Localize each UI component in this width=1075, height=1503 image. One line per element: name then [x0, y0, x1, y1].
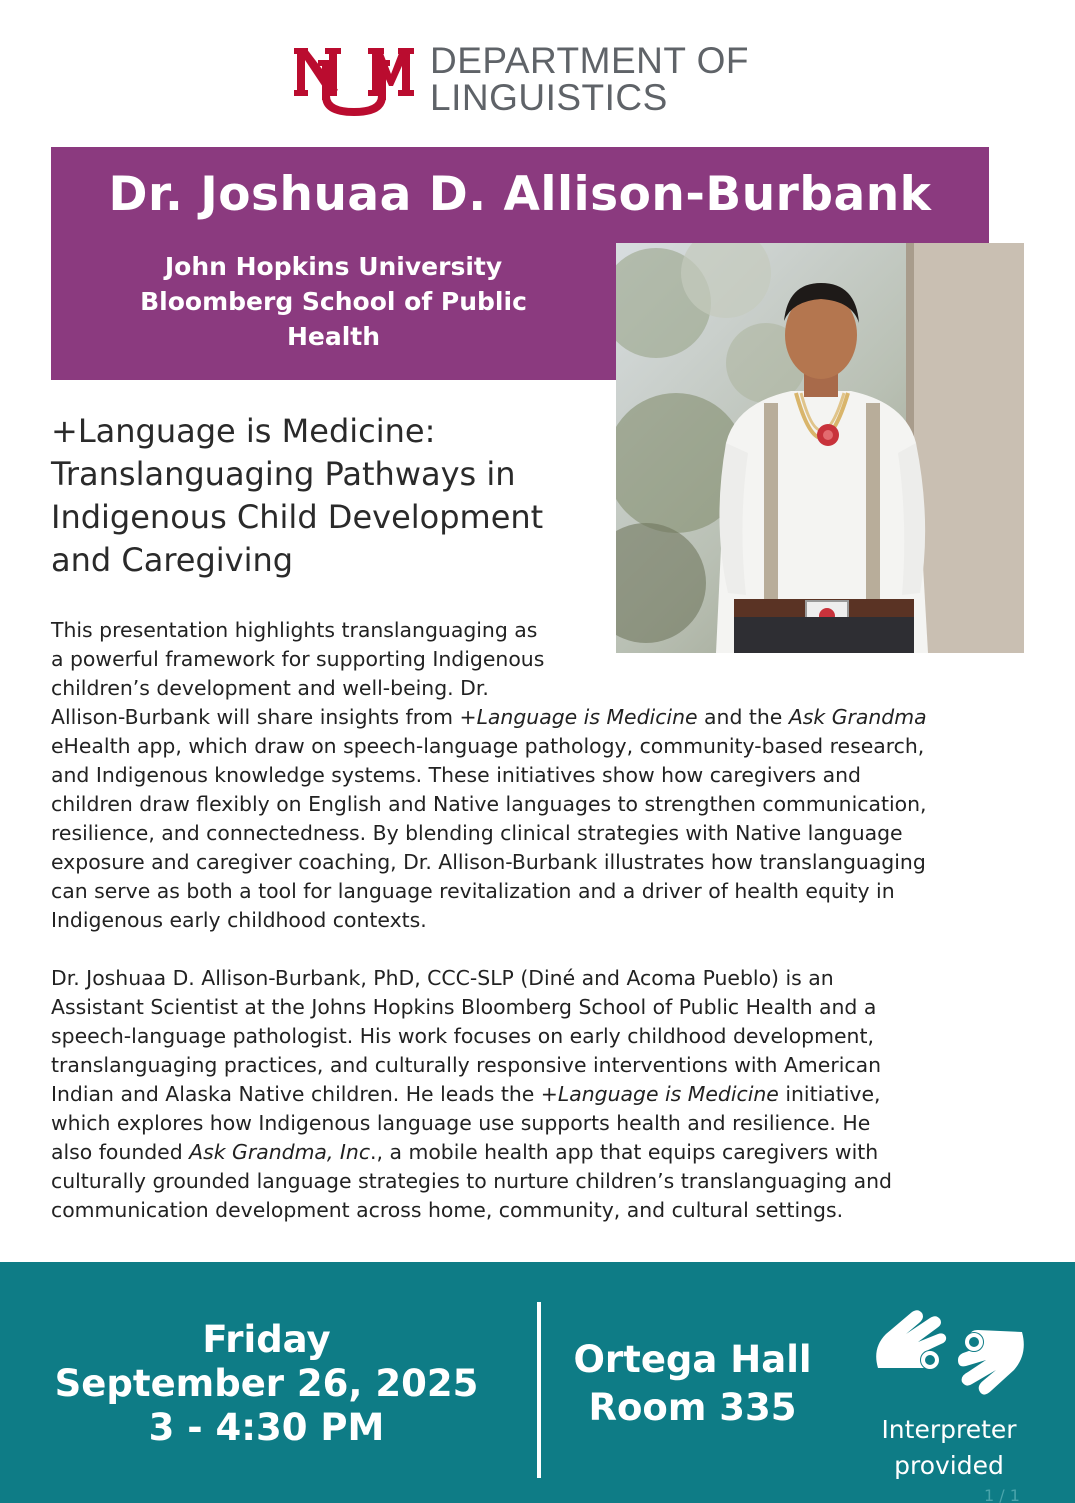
- talk-title-line-3: Indigenous Child Development: [51, 498, 544, 536]
- name-banner: [51, 147, 989, 243]
- bio-line: which explores how Indigenous language use supports health and resilience. He: [51, 1111, 871, 1135]
- abstract-line: eHealth app, which draw on speech-language pathology, community-based research,: [51, 734, 925, 758]
- bio-line: Dr. Joshuaa D. Allison-Burbank, PhD, CCC-SLP (Diné and Acoma Pueblo) is an: [51, 966, 834, 990]
- abstract-italic: Ask Grandma: [788, 705, 927, 729]
- abstract-line: [51, 703, 927, 732]
- event-venue: [560, 1336, 825, 1432]
- abstract-line: and Indigenous knowledge systems. These initiatives show how caregivers and: [51, 763, 861, 787]
- talk-title-line-1: +Language is Medicine:: [51, 412, 436, 450]
- bio-line: Assistant Scientist at the Johns Hopkins Bloomberg School of Public Health and a: [51, 995, 877, 1019]
- bio-line: speech-language pathologist. His work focuses on early childhood development,: [51, 1024, 874, 1048]
- abstract-line: This presentation highlights translanguaging as: [51, 618, 538, 642]
- bio-paragraph: [51, 964, 892, 1225]
- department-line-1: DEPARTMENT OF: [430, 40, 749, 81]
- speaker-affiliation: [91, 249, 576, 354]
- talk-title-line-2: Translanguaging Pathways in: [51, 455, 516, 493]
- department-name: [430, 42, 749, 116]
- venue-building: Ortega Hall: [573, 1338, 812, 1381]
- speaker-portrait-photo: [616, 243, 1024, 653]
- abstract-line: children’s development and well-being. Dr.: [51, 676, 489, 700]
- event-day: Friday: [202, 1318, 331, 1361]
- bio-text: ., a mobile health app that equips caregivers with: [370, 1140, 879, 1164]
- bio-italic: +Language is Medicine: [540, 1082, 779, 1106]
- asl-interpreting-icon: [872, 1298, 1028, 1402]
- abstract-text: Allison-Burbank will share insights from: [51, 705, 460, 729]
- abstract-line: a powerful framework for supporting Indigenous: [51, 647, 545, 671]
- bio-line: [51, 1138, 892, 1167]
- abstract-line: can serve as both a tool for language revitalization and a driver of health equity in: [51, 879, 895, 903]
- unm-logo-icon: [292, 38, 417, 118]
- event-time: 3 - 4:30 PM: [148, 1406, 385, 1449]
- affiliation-line-1: John Hopkins University: [164, 252, 503, 281]
- affiliation-line-2: Bloomberg School of Public: [140, 287, 527, 316]
- abstract-line: children draw flexibly on English and Native languages to strengthen communication,: [51, 792, 927, 816]
- abstract-line: exposure and caregiver coaching, Dr. Allison-Burbank illustrates how translanguaging: [51, 850, 926, 874]
- bio-italic: Ask Grandma, Inc: [189, 1140, 371, 1164]
- abstract-text: and the: [697, 705, 789, 729]
- interpreter-line-1: Interpreter: [881, 1415, 1017, 1444]
- interpreter-line-2: provided: [894, 1451, 1004, 1480]
- bio-line: [51, 1080, 892, 1109]
- talk-title-line-4: and Caregiving: [51, 541, 294, 579]
- interpreter-note: [860, 1412, 1038, 1484]
- venue-room: Room 335: [588, 1386, 797, 1429]
- event-date-time: [40, 1318, 493, 1450]
- affiliation-box: [51, 243, 616, 380]
- abstract-italic: +Language is Medicine: [459, 705, 698, 729]
- abstract-line: resilience, and connectedness. By blending clinical strategies with Native language: [51, 821, 903, 845]
- speaker-name: Dr. Joshuaa D. Allison-Burbank: [108, 167, 932, 222]
- bio-text: Indian and Alaska Native children. He leads the: [51, 1082, 541, 1106]
- bio-text: initiative,: [778, 1082, 881, 1106]
- event-date: September 26, 2025: [54, 1362, 479, 1405]
- bio-line: translanguaging practices, and culturally responsive interventions with American: [51, 1053, 881, 1077]
- event-details-footer: [0, 1262, 1075, 1503]
- abstract-line: Indigenous early childhood contexts.: [51, 908, 427, 932]
- abstract-paragraph: [51, 616, 927, 935]
- bio-line: communication development across home, community, and cultural settings.: [51, 1198, 844, 1222]
- unm-linguistics-logo: [292, 38, 752, 118]
- talk-title: [51, 410, 601, 582]
- affiliation-line-3: Health: [286, 322, 381, 351]
- department-line-2: LINGUISTICS: [430, 77, 668, 118]
- bio-line: culturally grounded language strategies to nurture children’s translanguaging and: [51, 1169, 892, 1193]
- page-indicator: 1 / 1: [984, 1486, 1020, 1503]
- bio-text: also founded: [51, 1140, 190, 1164]
- footer-divider: [537, 1302, 541, 1478]
